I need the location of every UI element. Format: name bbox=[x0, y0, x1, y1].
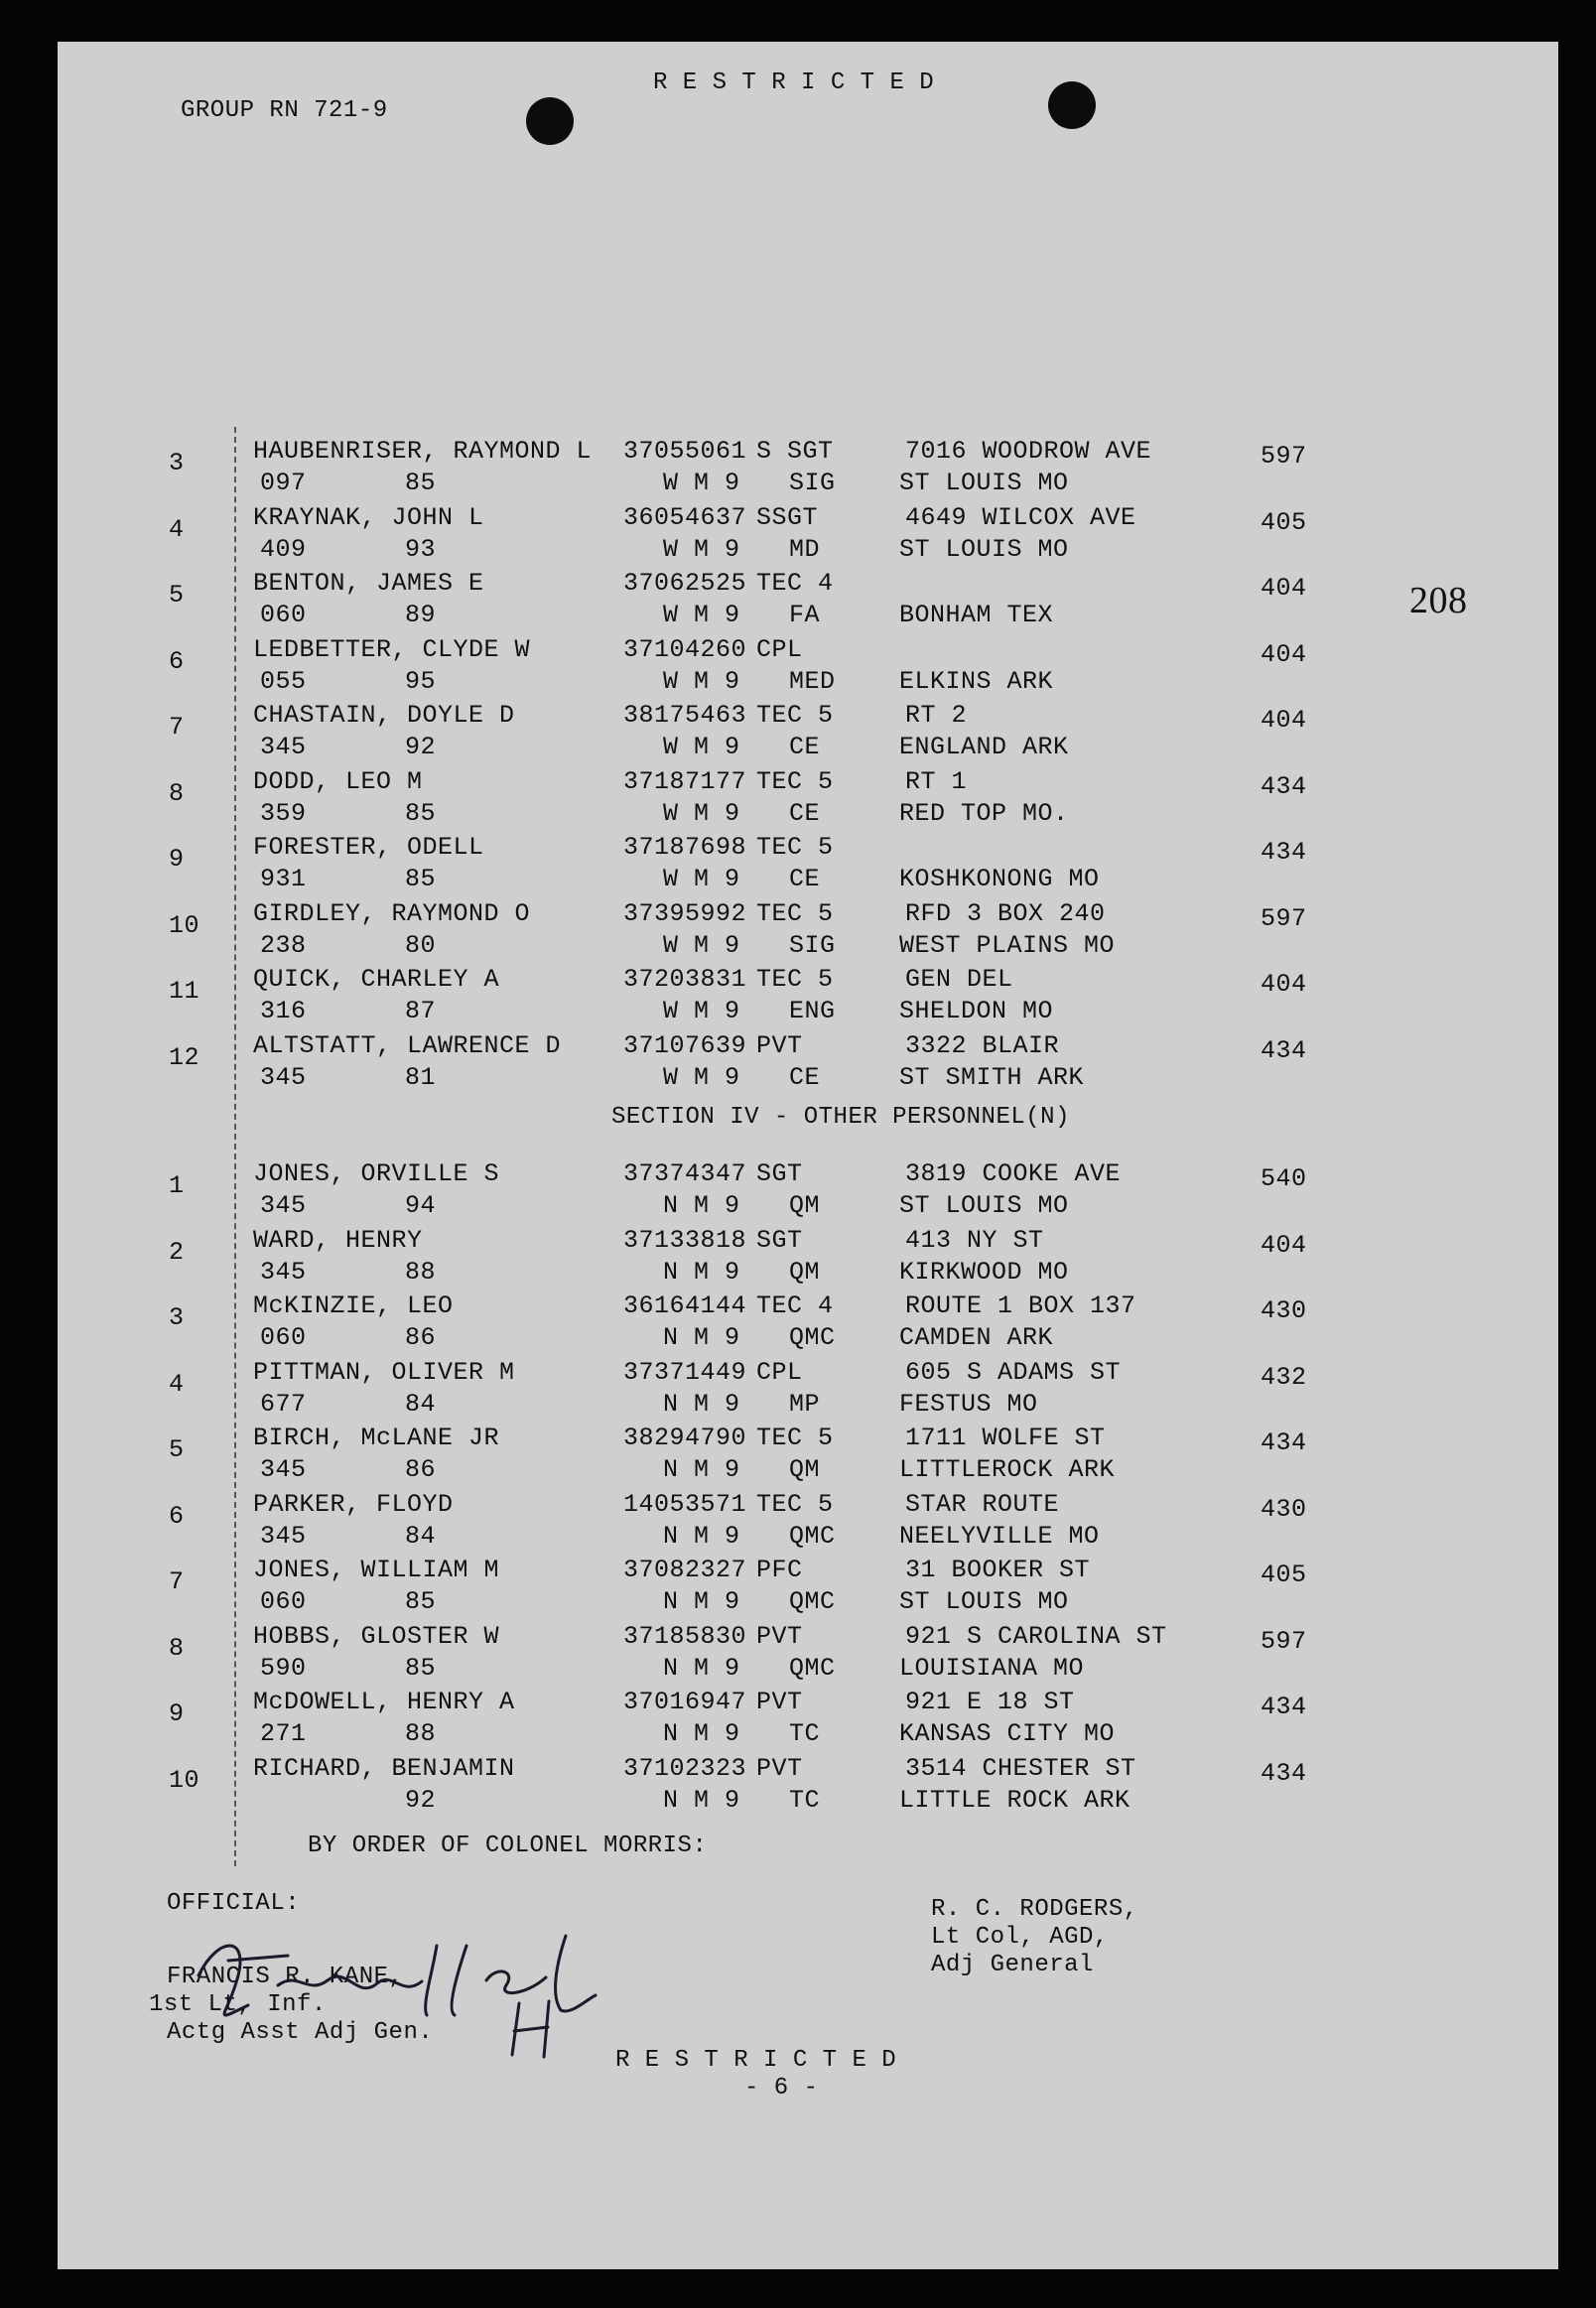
table-row bbox=[0, 1225, 1596, 1293]
mos-number: 432 bbox=[1261, 1362, 1307, 1392]
address-line-1: 4649 WILCOX AVE bbox=[905, 502, 1136, 532]
address-line-1: 7016 WOODROW AVE bbox=[905, 437, 1152, 466]
entry-number: 9 bbox=[169, 845, 185, 874]
mos-number: 404 bbox=[1261, 639, 1307, 669]
soldier-name: BENTON, JAMES E bbox=[253, 569, 484, 598]
serial-number: 38294790 bbox=[623, 1424, 747, 1452]
specialty-code: 060 bbox=[260, 1587, 307, 1616]
address-line-1: RT 2 bbox=[905, 701, 968, 730]
race-sex-code: N M 9 bbox=[663, 1653, 740, 1683]
mos-number: 434 bbox=[1261, 1035, 1307, 1065]
serial-number: 36164144 bbox=[623, 1291, 747, 1320]
specialty-code: 055 bbox=[260, 666, 307, 696]
score: 85 bbox=[405, 1653, 437, 1683]
entry-number: 7 bbox=[169, 1567, 185, 1596]
score: 85 bbox=[405, 865, 437, 893]
table-row bbox=[0, 1690, 1596, 1755]
address-line-2: ST LOUIS MO bbox=[899, 1587, 1069, 1616]
soldier-name: HAUBENRISER, RAYMOND L bbox=[253, 437, 593, 466]
address-line-1: 31 BOOKER ST bbox=[905, 1556, 1091, 1584]
address-line-2: ST LOUIS MO bbox=[899, 469, 1069, 497]
handwritten-initial bbox=[504, 1993, 564, 2063]
race-sex-code: N M 9 bbox=[663, 1455, 740, 1484]
specialty-code: 931 bbox=[260, 865, 307, 893]
mos-number: 430 bbox=[1261, 1494, 1307, 1524]
page-number: - 6 - bbox=[744, 2075, 819, 2102]
serial-number: 37371449 bbox=[623, 1357, 747, 1387]
serial-number: 37133818 bbox=[623, 1225, 747, 1255]
table-row bbox=[0, 1753, 1596, 1822]
address-line-2: CAMDEN ARK bbox=[899, 1323, 1054, 1352]
soldier-name: PARKER, FLOYD bbox=[253, 1489, 454, 1519]
serial-number: 37102323 bbox=[623, 1753, 747, 1783]
mos-number: 540 bbox=[1261, 1164, 1307, 1193]
race-sex-code: W M 9 bbox=[663, 1062, 740, 1092]
race-sex-code: W M 9 bbox=[663, 865, 740, 893]
serial-number: 37055061 bbox=[623, 437, 747, 466]
branch: TC bbox=[789, 1719, 821, 1748]
mos-number: 434 bbox=[1261, 771, 1307, 801]
score: 86 bbox=[405, 1455, 437, 1484]
serial-number: 37082327 bbox=[623, 1556, 747, 1584]
signer-right-rank: Lt Col, AGD, bbox=[931, 1924, 1109, 1951]
branch: CE bbox=[789, 865, 821, 893]
score: 85 bbox=[405, 469, 437, 497]
address-line-1: 3819 COOKE AVE bbox=[905, 1159, 1122, 1188]
race-sex-code: N M 9 bbox=[663, 1719, 740, 1748]
branch: QM bbox=[789, 1191, 821, 1220]
entry-number: 4 bbox=[169, 514, 185, 544]
specialty-code: 097 bbox=[260, 469, 307, 497]
rank: PVT bbox=[756, 1030, 803, 1060]
serial-number: 37104260 bbox=[623, 634, 747, 664]
rank: TEC 5 bbox=[756, 766, 834, 796]
table-row bbox=[0, 1357, 1596, 1426]
address-line-2: NEELYVILLE MO bbox=[899, 1521, 1100, 1551]
table-row bbox=[0, 502, 1596, 571]
group-heading: GROUP RN 721-9 bbox=[181, 97, 388, 124]
score: 86 bbox=[405, 1323, 437, 1352]
soldier-name: ALTSTATT, LAWRENCE D bbox=[253, 1030, 562, 1060]
race-sex-code: N M 9 bbox=[663, 1587, 740, 1616]
branch: QM bbox=[789, 1257, 821, 1287]
official-label: OFFICIAL: bbox=[167, 1890, 301, 1917]
specialty-code: 345 bbox=[260, 1521, 307, 1551]
race-sex-code: W M 9 bbox=[663, 930, 740, 960]
address-line-2: LITTLE ROCK ARK bbox=[899, 1785, 1130, 1815]
entry-number: 7 bbox=[169, 713, 185, 742]
rank: PVT bbox=[756, 1621, 803, 1651]
score: 89 bbox=[405, 601, 437, 629]
signer-left-rank: 1st Lt, Inf. bbox=[149, 1991, 327, 2018]
serial-number: 37185830 bbox=[623, 1621, 747, 1651]
serial-number: 37187177 bbox=[623, 766, 747, 796]
race-sex-code: W M 9 bbox=[663, 997, 740, 1025]
score: 80 bbox=[405, 930, 437, 960]
score: 93 bbox=[405, 534, 437, 564]
soldier-name: DODD, LEO M bbox=[253, 766, 423, 796]
branch: SIG bbox=[789, 930, 836, 960]
score: 85 bbox=[405, 798, 437, 828]
race-sex-code: W M 9 bbox=[663, 666, 740, 696]
serial-number: 37203831 bbox=[623, 965, 747, 994]
specialty-code: 060 bbox=[260, 1323, 307, 1352]
specialty-code: 238 bbox=[260, 930, 307, 960]
race-sex-code: W M 9 bbox=[663, 534, 740, 564]
mos-number: 405 bbox=[1261, 1561, 1307, 1589]
address-line-2: KIRKWOOD MO bbox=[899, 1257, 1069, 1287]
specialty-code: 345 bbox=[260, 1257, 307, 1287]
race-sex-code: N M 9 bbox=[663, 1257, 740, 1287]
rank: SGT bbox=[756, 1225, 803, 1255]
mos-number: 404 bbox=[1261, 706, 1307, 735]
address-line-1: 605 S ADAMS ST bbox=[905, 1357, 1122, 1387]
address-line-1: RT 1 bbox=[905, 766, 968, 796]
branch: SIG bbox=[789, 469, 836, 497]
table-row bbox=[0, 571, 1596, 636]
rank: TEC 4 bbox=[756, 1291, 834, 1320]
specialty-code: 271 bbox=[260, 1719, 307, 1748]
entry-number: 3 bbox=[169, 449, 185, 477]
serial-number: 37107639 bbox=[623, 1030, 747, 1060]
branch: FA bbox=[789, 601, 821, 629]
table-row bbox=[0, 703, 1596, 768]
address-line-1: 413 NY ST bbox=[905, 1225, 1044, 1255]
entry-number: 8 bbox=[169, 1633, 185, 1663]
branch: ENG bbox=[789, 997, 836, 1025]
score: 92 bbox=[405, 733, 437, 761]
signer-left-name: FRANCIS R. KANE, bbox=[167, 1964, 404, 1990]
table-row bbox=[0, 1293, 1596, 1359]
table-row bbox=[0, 1621, 1596, 1690]
score: 88 bbox=[405, 1257, 437, 1287]
order-line: BY ORDER OF COLONEL MORRIS: bbox=[308, 1833, 708, 1859]
address-line-1: 1711 WOLFE ST bbox=[905, 1424, 1106, 1452]
soldier-name: McKINZIE, LEO bbox=[253, 1291, 454, 1320]
mos-number: 405 bbox=[1261, 507, 1307, 537]
rank: S SGT bbox=[756, 437, 834, 466]
rank: SSGT bbox=[756, 502, 819, 532]
score: 85 bbox=[405, 1587, 437, 1616]
race-sex-code: W M 9 bbox=[663, 733, 740, 761]
soldier-name: GIRDLEY, RAYMOND O bbox=[253, 898, 531, 928]
address-line-1: 921 E 18 ST bbox=[905, 1688, 1075, 1716]
entry-number: 1 bbox=[169, 1171, 185, 1200]
table-row bbox=[0, 835, 1596, 900]
branch: CE bbox=[789, 733, 821, 761]
specialty-code: 316 bbox=[260, 997, 307, 1025]
race-sex-code: W M 9 bbox=[663, 469, 740, 497]
rank: CPL bbox=[756, 634, 803, 664]
address-line-1: GEN DEL bbox=[905, 965, 1013, 994]
rank: TEC 5 bbox=[756, 701, 834, 730]
soldier-name: WARD, HENRY bbox=[253, 1225, 423, 1255]
entry-number: 8 bbox=[169, 778, 185, 808]
specialty-code: 345 bbox=[260, 1191, 307, 1220]
mos-number: 434 bbox=[1261, 1428, 1307, 1457]
section-heading: SECTION IV - OTHER PERSONNEL(N) bbox=[611, 1104, 1070, 1131]
branch: CE bbox=[789, 798, 821, 828]
score: 87 bbox=[405, 997, 437, 1025]
rank: SGT bbox=[756, 1159, 803, 1188]
entry-number: 10 bbox=[169, 910, 200, 940]
serial-number: 37395992 bbox=[623, 898, 747, 928]
branch: QMC bbox=[789, 1587, 836, 1616]
race-sex-code: N M 9 bbox=[663, 1191, 740, 1220]
address-line-2: FESTUS MO bbox=[899, 1389, 1038, 1419]
score: 94 bbox=[405, 1191, 437, 1220]
entry-number: 11 bbox=[169, 977, 200, 1006]
mos-number: 597 bbox=[1261, 442, 1307, 471]
signer-left-title: Actg Asst Adj Gen. bbox=[167, 2019, 434, 2046]
soldier-name: PITTMAN, OLIVER M bbox=[253, 1357, 515, 1387]
mos-number: 434 bbox=[1261, 1758, 1307, 1788]
address-line-1: 3514 CHESTER ST bbox=[905, 1753, 1136, 1783]
race-sex-code: W M 9 bbox=[663, 798, 740, 828]
table-row bbox=[0, 439, 1596, 504]
address-line-2: KOSHKONONG MO bbox=[899, 865, 1100, 893]
entry-number: 2 bbox=[169, 1237, 185, 1267]
table-row bbox=[0, 1426, 1596, 1491]
address-line-2: BONHAM TEX bbox=[899, 601, 1054, 629]
entry-number: 4 bbox=[169, 1369, 185, 1399]
table-row bbox=[0, 634, 1596, 703]
address-line-2: KANSAS CITY MO bbox=[899, 1719, 1116, 1748]
rank: PVT bbox=[756, 1688, 803, 1716]
race-sex-code: N M 9 bbox=[663, 1389, 740, 1419]
branch: MED bbox=[789, 666, 836, 696]
branch: QMC bbox=[789, 1653, 836, 1683]
score: 88 bbox=[405, 1719, 437, 1748]
specialty-code: 677 bbox=[260, 1389, 307, 1419]
soldier-name: BIRCH, McLANE JR bbox=[253, 1424, 500, 1452]
margin-page-number: 208 bbox=[1409, 580, 1468, 621]
race-sex-code: N M 9 bbox=[663, 1785, 740, 1815]
entry-number: 6 bbox=[169, 1501, 185, 1531]
score: 92 bbox=[405, 1785, 437, 1815]
specialty-code: 359 bbox=[260, 798, 307, 828]
race-sex-code: N M 9 bbox=[663, 1323, 740, 1352]
entry-number: 5 bbox=[169, 581, 185, 610]
table-row bbox=[0, 898, 1596, 967]
address-line-1: STAR ROUTE bbox=[905, 1489, 1060, 1519]
mos-number: 434 bbox=[1261, 1693, 1307, 1721]
specialty-code: 345 bbox=[260, 1455, 307, 1484]
address-line-1: ROUTE 1 BOX 137 bbox=[905, 1291, 1136, 1320]
address-line-2: ELKINS ARK bbox=[899, 666, 1054, 696]
specialty-code: 409 bbox=[260, 534, 307, 564]
soldier-name: RICHARD, BENJAMIN bbox=[253, 1753, 515, 1783]
serial-number: 37374347 bbox=[623, 1159, 747, 1188]
entry-number: 3 bbox=[169, 1303, 185, 1332]
address-line-2: ST LOUIS MO bbox=[899, 1191, 1069, 1220]
mos-number: 404 bbox=[1261, 574, 1307, 603]
table-row bbox=[0, 967, 1596, 1032]
rank: TEC 5 bbox=[756, 1424, 834, 1452]
soldier-name: CHASTAIN, DOYLE D bbox=[253, 701, 515, 730]
address-line-2: LOUISIANA MO bbox=[899, 1653, 1085, 1683]
table-row bbox=[0, 1161, 1596, 1227]
serial-number: 14053571 bbox=[623, 1489, 747, 1519]
score: 84 bbox=[405, 1521, 437, 1551]
branch: MP bbox=[789, 1389, 821, 1419]
mos-number: 430 bbox=[1261, 1296, 1307, 1325]
score: 81 bbox=[405, 1062, 437, 1092]
score: 95 bbox=[405, 666, 437, 696]
entry-number: 12 bbox=[169, 1042, 200, 1072]
address-line-1: 921 S CAROLINA ST bbox=[905, 1621, 1167, 1651]
signer-right-title: Adj General bbox=[931, 1952, 1094, 1978]
soldier-name: JONES, WILLIAM M bbox=[253, 1556, 500, 1584]
mos-number: 597 bbox=[1261, 1626, 1307, 1656]
rank: TEC 4 bbox=[756, 569, 834, 598]
address-line-1: 3322 BLAIR bbox=[905, 1030, 1060, 1060]
mos-number: 434 bbox=[1261, 838, 1307, 867]
mos-number: 404 bbox=[1261, 970, 1307, 999]
rank: PFC bbox=[756, 1556, 803, 1584]
entry-number: 5 bbox=[169, 1435, 185, 1464]
soldier-name: LEDBETTER, CLYDE W bbox=[253, 634, 531, 664]
score: 84 bbox=[405, 1389, 437, 1419]
serial-number: 37062525 bbox=[623, 569, 747, 598]
address-line-1: RFD 3 BOX 240 bbox=[905, 898, 1106, 928]
serial-number: 38175463 bbox=[623, 701, 747, 730]
specialty-code: 345 bbox=[260, 733, 307, 761]
soldier-name: JONES, ORVILLE S bbox=[253, 1159, 500, 1188]
rank: PVT bbox=[756, 1753, 803, 1783]
serial-number: 37016947 bbox=[623, 1688, 747, 1716]
punch-hole-right bbox=[1048, 81, 1096, 129]
address-line-2: WEST PLAINS MO bbox=[899, 930, 1116, 960]
punch-hole-left bbox=[526, 97, 574, 145]
specialty-code: 590 bbox=[260, 1653, 307, 1683]
branch: QM bbox=[789, 1455, 821, 1484]
branch: CE bbox=[789, 1062, 821, 1092]
table-row bbox=[0, 1558, 1596, 1623]
mos-number: 597 bbox=[1261, 903, 1307, 933]
serial-number: 37187698 bbox=[623, 833, 747, 862]
address-line-2: SHELDON MO bbox=[899, 997, 1054, 1025]
branch: QMC bbox=[789, 1521, 836, 1551]
soldier-name: McDOWELL, HENRY A bbox=[253, 1688, 515, 1716]
address-line-2: LITTLEROCK ARK bbox=[899, 1455, 1116, 1484]
rank: TEC 5 bbox=[756, 833, 834, 862]
entry-number: 10 bbox=[169, 1765, 200, 1795]
specialty-code: 060 bbox=[260, 601, 307, 629]
specialty-code: 345 bbox=[260, 1062, 307, 1092]
soldier-name: KRAYNAK, JOHN L bbox=[253, 502, 484, 532]
classification-bottom: R E S T R I C T E D bbox=[615, 2047, 897, 2074]
address-line-2: ENGLAND ARK bbox=[899, 733, 1069, 761]
rank: CPL bbox=[756, 1357, 803, 1387]
race-sex-code: W M 9 bbox=[663, 601, 740, 629]
branch: TC bbox=[789, 1785, 821, 1815]
branch: MD bbox=[789, 534, 821, 564]
serial-number: 36054637 bbox=[623, 502, 747, 532]
table-row bbox=[0, 1030, 1596, 1099]
address-line-2: ST LOUIS MO bbox=[899, 534, 1069, 564]
rank: TEC 5 bbox=[756, 898, 834, 928]
entry-number: 6 bbox=[169, 646, 185, 676]
rank: TEC 5 bbox=[756, 1489, 834, 1519]
address-line-2: ST SMITH ARK bbox=[899, 1062, 1085, 1092]
soldier-name: HOBBS, GLOSTER W bbox=[253, 1621, 500, 1651]
rank: TEC 5 bbox=[756, 965, 834, 994]
entry-number: 9 bbox=[169, 1699, 185, 1728]
table-row bbox=[0, 766, 1596, 835]
race-sex-code: N M 9 bbox=[663, 1521, 740, 1551]
soldier-name: FORESTER, ODELL bbox=[253, 833, 484, 862]
soldier-name: QUICK, CHARLEY A bbox=[253, 965, 500, 994]
address-line-2: RED TOP MO. bbox=[899, 798, 1069, 828]
classification-top: R E S T R I C T E D bbox=[653, 69, 935, 96]
mos-number: 404 bbox=[1261, 1230, 1307, 1260]
signer-right-name: R. C. RODGERS, bbox=[931, 1896, 1138, 1923]
table-row bbox=[0, 1489, 1596, 1558]
branch: QMC bbox=[789, 1323, 836, 1352]
